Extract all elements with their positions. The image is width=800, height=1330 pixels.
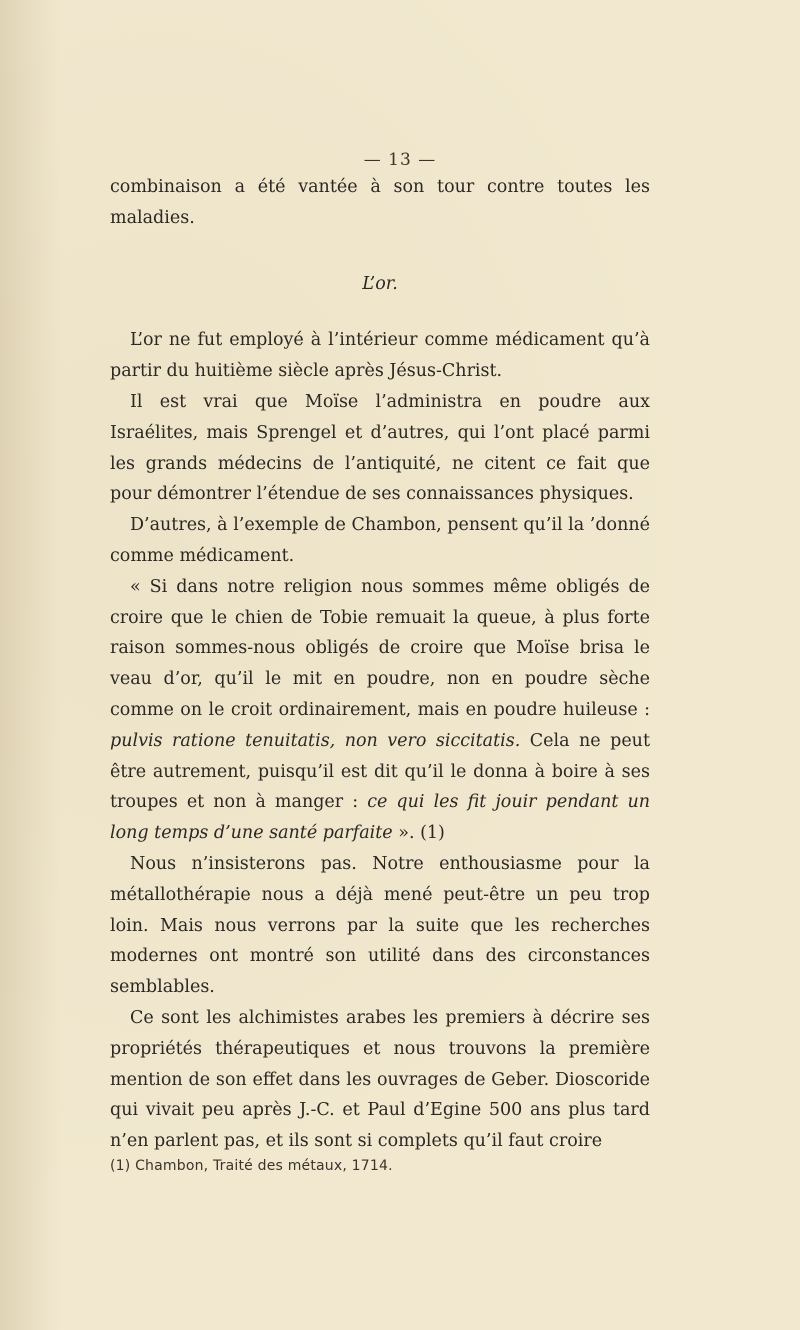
paragraph-1: L’or ne fut employé à l’intérieur comme médicament qu’à partir du huitième siècle après Jésus-Christ. <box>110 330 650 382</box>
page-number: — 13 — <box>363 150 437 170</box>
section-title: L’or. <box>362 273 398 294</box>
paragraph-2: Il est vrai que Moïse l’administra en poudre aux Israélites, mais Sprengel et d’autres, qui l’ont placé parmi les grands médecins de l’antiquité, ne citent ce fait que pour démontrer l’étendue de ses connaissances physiques. <box>110 391 650 505</box>
latin-phrase: pulvis ratione tenuitatis, non vero siccitatis. <box>110 730 521 751</box>
quote-text-a: « Si dans notre religion nous sommes même obligés de croire que le chien de Tobie remuait la queue, à plus forte raison sommes-nous obligés de croire que Moïse brisa le veau d’or, qu’il le mit en poudre, non en poudre sèche comme on le croit ordinairement, mais en poudre huileuse : <box>110 576 650 720</box>
quote-text-b: Cela ne peut être autrement, puisqu’il est dit qu’il le donna à boire à ses troupes et non à manger : <box>110 730 650 813</box>
opening-paragraph: combinaison a été vantée à son tour contre toutes les maladies. <box>110 177 650 228</box>
paragraph-4 <box>110 572 650 849</box>
quote-italic: ce qui les fit jouir pendant un long temps d’une santé parfaite <box>110 792 650 844</box>
quote-close: ». (1) <box>398 823 445 844</box>
body-text <box>110 172 650 1157</box>
paragraph-6: Ce sont les alchimistes arabes les premiers à décrire ses propriétés thérapeutiques et nous trouvons la première mention de son effet dans les ouvrages de Geber. Dioscoride qui vivait peu après J.-C. et Paul d’Egine 500 ans plus tard n’en parlent pas, et ils sont si complets qu’il faut croire <box>110 1007 650 1152</box>
footnote: (1) Chambon, Traité des métaux, 1714. <box>110 1158 393 1174</box>
paragraph-5: Nous n’insisterons pas. Notre enthousiasme pour la métallothérapie nous a déjà mené peut-être un peu trop loin. Mais nous verrons par la suite que les recherches modernes ont montré son utilité dans des circonstances semblables. <box>110 853 650 998</box>
paragraph-3: D’autres, à l’exemple de Chambon, pensent qu’il la ’donné comme médicament. <box>110 515 650 566</box>
